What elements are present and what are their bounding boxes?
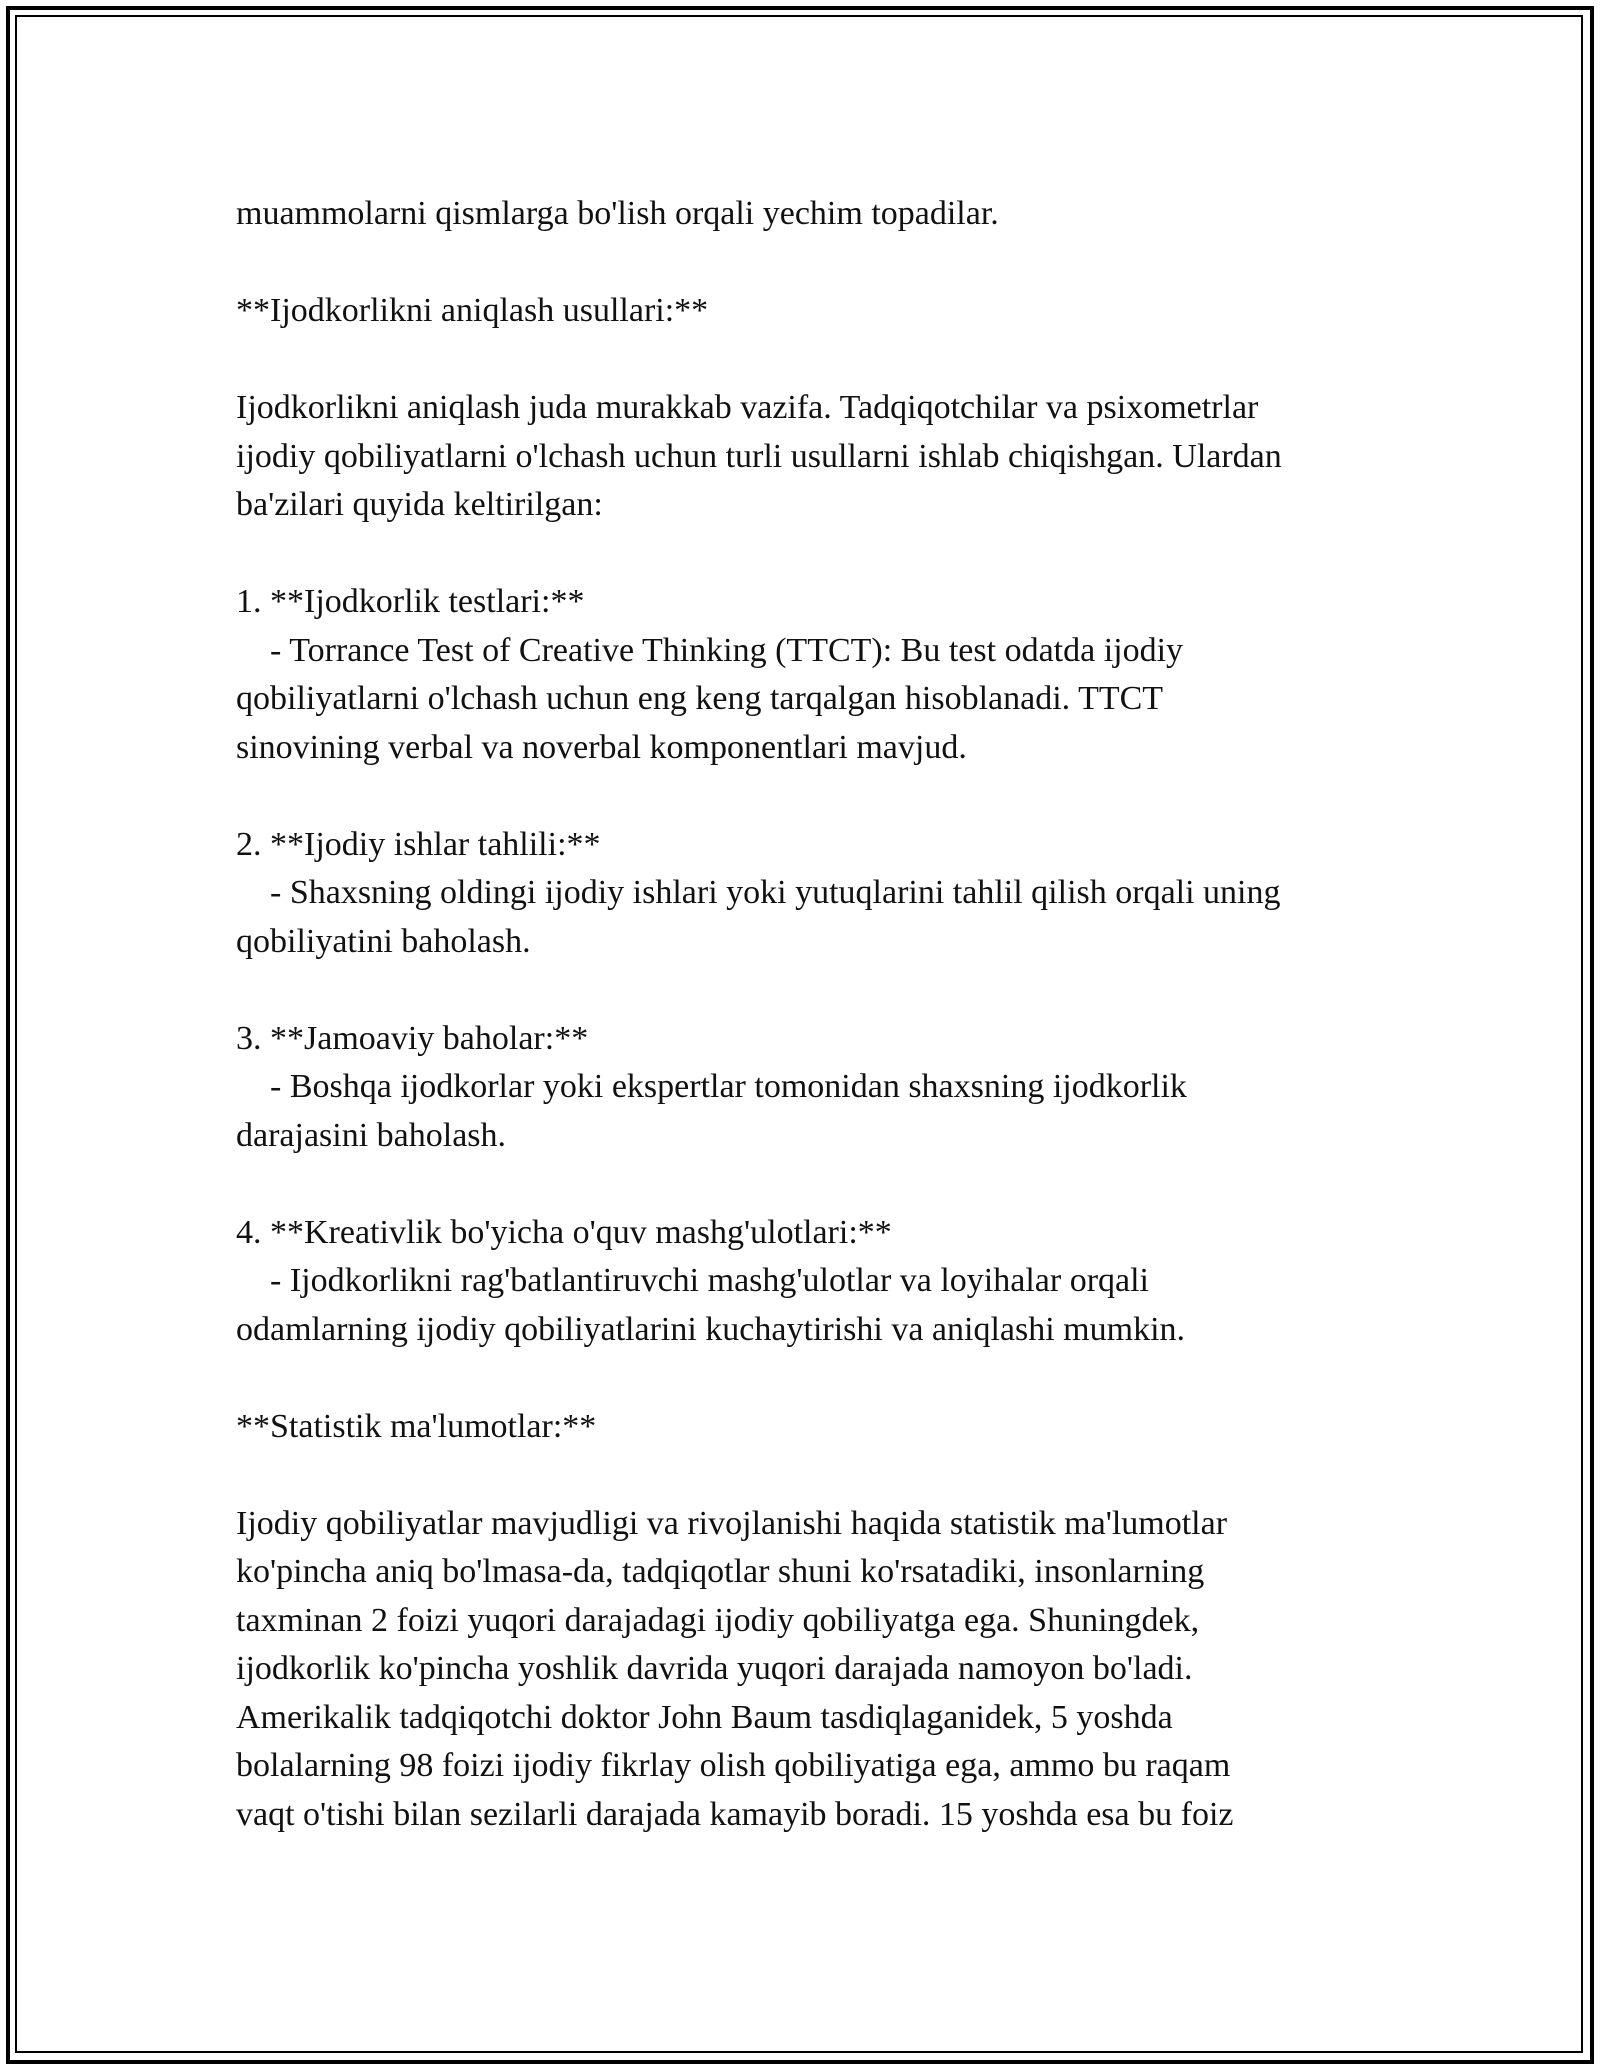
- text-line: ko'pincha aniq bo'lmasa-da, tadqiqotlar shuni ko'rsatadiki, insonlarning: [236, 1553, 1205, 1590]
- list-item-heading: 2. **Ijodiy ishlar tahlili:**: [236, 825, 601, 863]
- text-line: vaqt o'tishi bilan sezilarli darajada kamayib boradi. 15 yoshda esa bu foiz: [236, 1795, 1234, 1833]
- list-item-heading: 3. **Jamoaviy baholar:**: [236, 1019, 589, 1057]
- list-item-heading: 1. **Ijodkorlik testlari:**: [236, 583, 585, 620]
- document-body: [236, 190, 1416, 1839]
- section-heading: **Statistik ma'lumotlar:**: [236, 1407, 597, 1445]
- text-line: sinovining verbal va noverbal komponentlari mavjud.: [236, 728, 967, 766]
- blank-line: [236, 239, 1416, 288]
- text-line: - Torrance Test of Creative Thinking (TTCT): Bu test odatda ijodiy: [236, 631, 1184, 669]
- blank-line: [236, 336, 1416, 385]
- list-item-heading: 4. **Kreativlik bo'yicha o'quv mashg'ulotlari:**: [236, 1213, 892, 1251]
- text-line: - Ijodkorlikni rag'batlantiruvchi mashg'ulotlar va loyihalar orqali: [236, 1262, 1150, 1299]
- text-line: bolalarning 98 foizi ijodiy fikrlay olish qobiliyatiga ega, ammo bu raqam: [236, 1747, 1231, 1784]
- text-line: ijodiy qobiliyatlarni o'lchash uchun turli usullarni ishlab chiqishgan. Ulardan: [236, 437, 1282, 475]
- blank-line: [236, 1451, 1416, 1500]
- text-line: Ijodiy qobiliyatlar mavjudligi va rivojlanishi haqida statistik ma'lumotlar: [236, 1504, 1228, 1542]
- text-line: ba'zilari quyida keltirilgan:: [236, 486, 603, 523]
- text-line: qobiliyatini baholash.: [236, 922, 531, 960]
- text-line: Amerikalik tadqiqotchi doktor John Baum tasdiqlaganidek, 5 yoshda: [236, 1698, 1173, 1736]
- blank-line: [236, 966, 1416, 1015]
- blank-line: [236, 530, 1416, 579]
- blank-line: [236, 1160, 1416, 1209]
- text-line: ijodkorlik ko'pincha yoshlik davrida yuqori darajada namoyon bo'ladi.: [236, 1650, 1193, 1687]
- text-line: darajasini baholash.: [236, 1116, 507, 1154]
- blank-line: [236, 1354, 1416, 1403]
- text-line: qobiliyatlarni o'lchash uchun eng keng tarqalgan hisoblanadi. TTCT: [236, 680, 1164, 717]
- text-line: taxminan 2 foizi yuqori darajadagi ijodiy qobiliyatga ega. Shuningdek,: [236, 1601, 1200, 1639]
- text-line: odamlarning ijodiy qobiliyatlarini kuchaytirishi va aniqlashi mumkin.: [236, 1310, 1186, 1348]
- text-line: Ijodkorlikni aniqlash juda murakkab vazifa. Tadqiqotchilar va psixometrlar: [236, 389, 1259, 426]
- text-line: - Boshqa ijodkorlar yoki ekspertlar tomonidan shaxsning ijodkorlik: [236, 1068, 1187, 1105]
- section-heading: **Ijodkorlikni aniqlash usullari:**: [236, 292, 709, 329]
- text-line: - Shaxsning oldingi ijodiy ishlari yoki yutuqlarini tahlil qilish orqali uning: [236, 874, 1281, 911]
- text-line: muammolarni qismlarga bo'lish orqali yechim topadilar.: [236, 195, 999, 232]
- blank-line: [236, 772, 1416, 821]
